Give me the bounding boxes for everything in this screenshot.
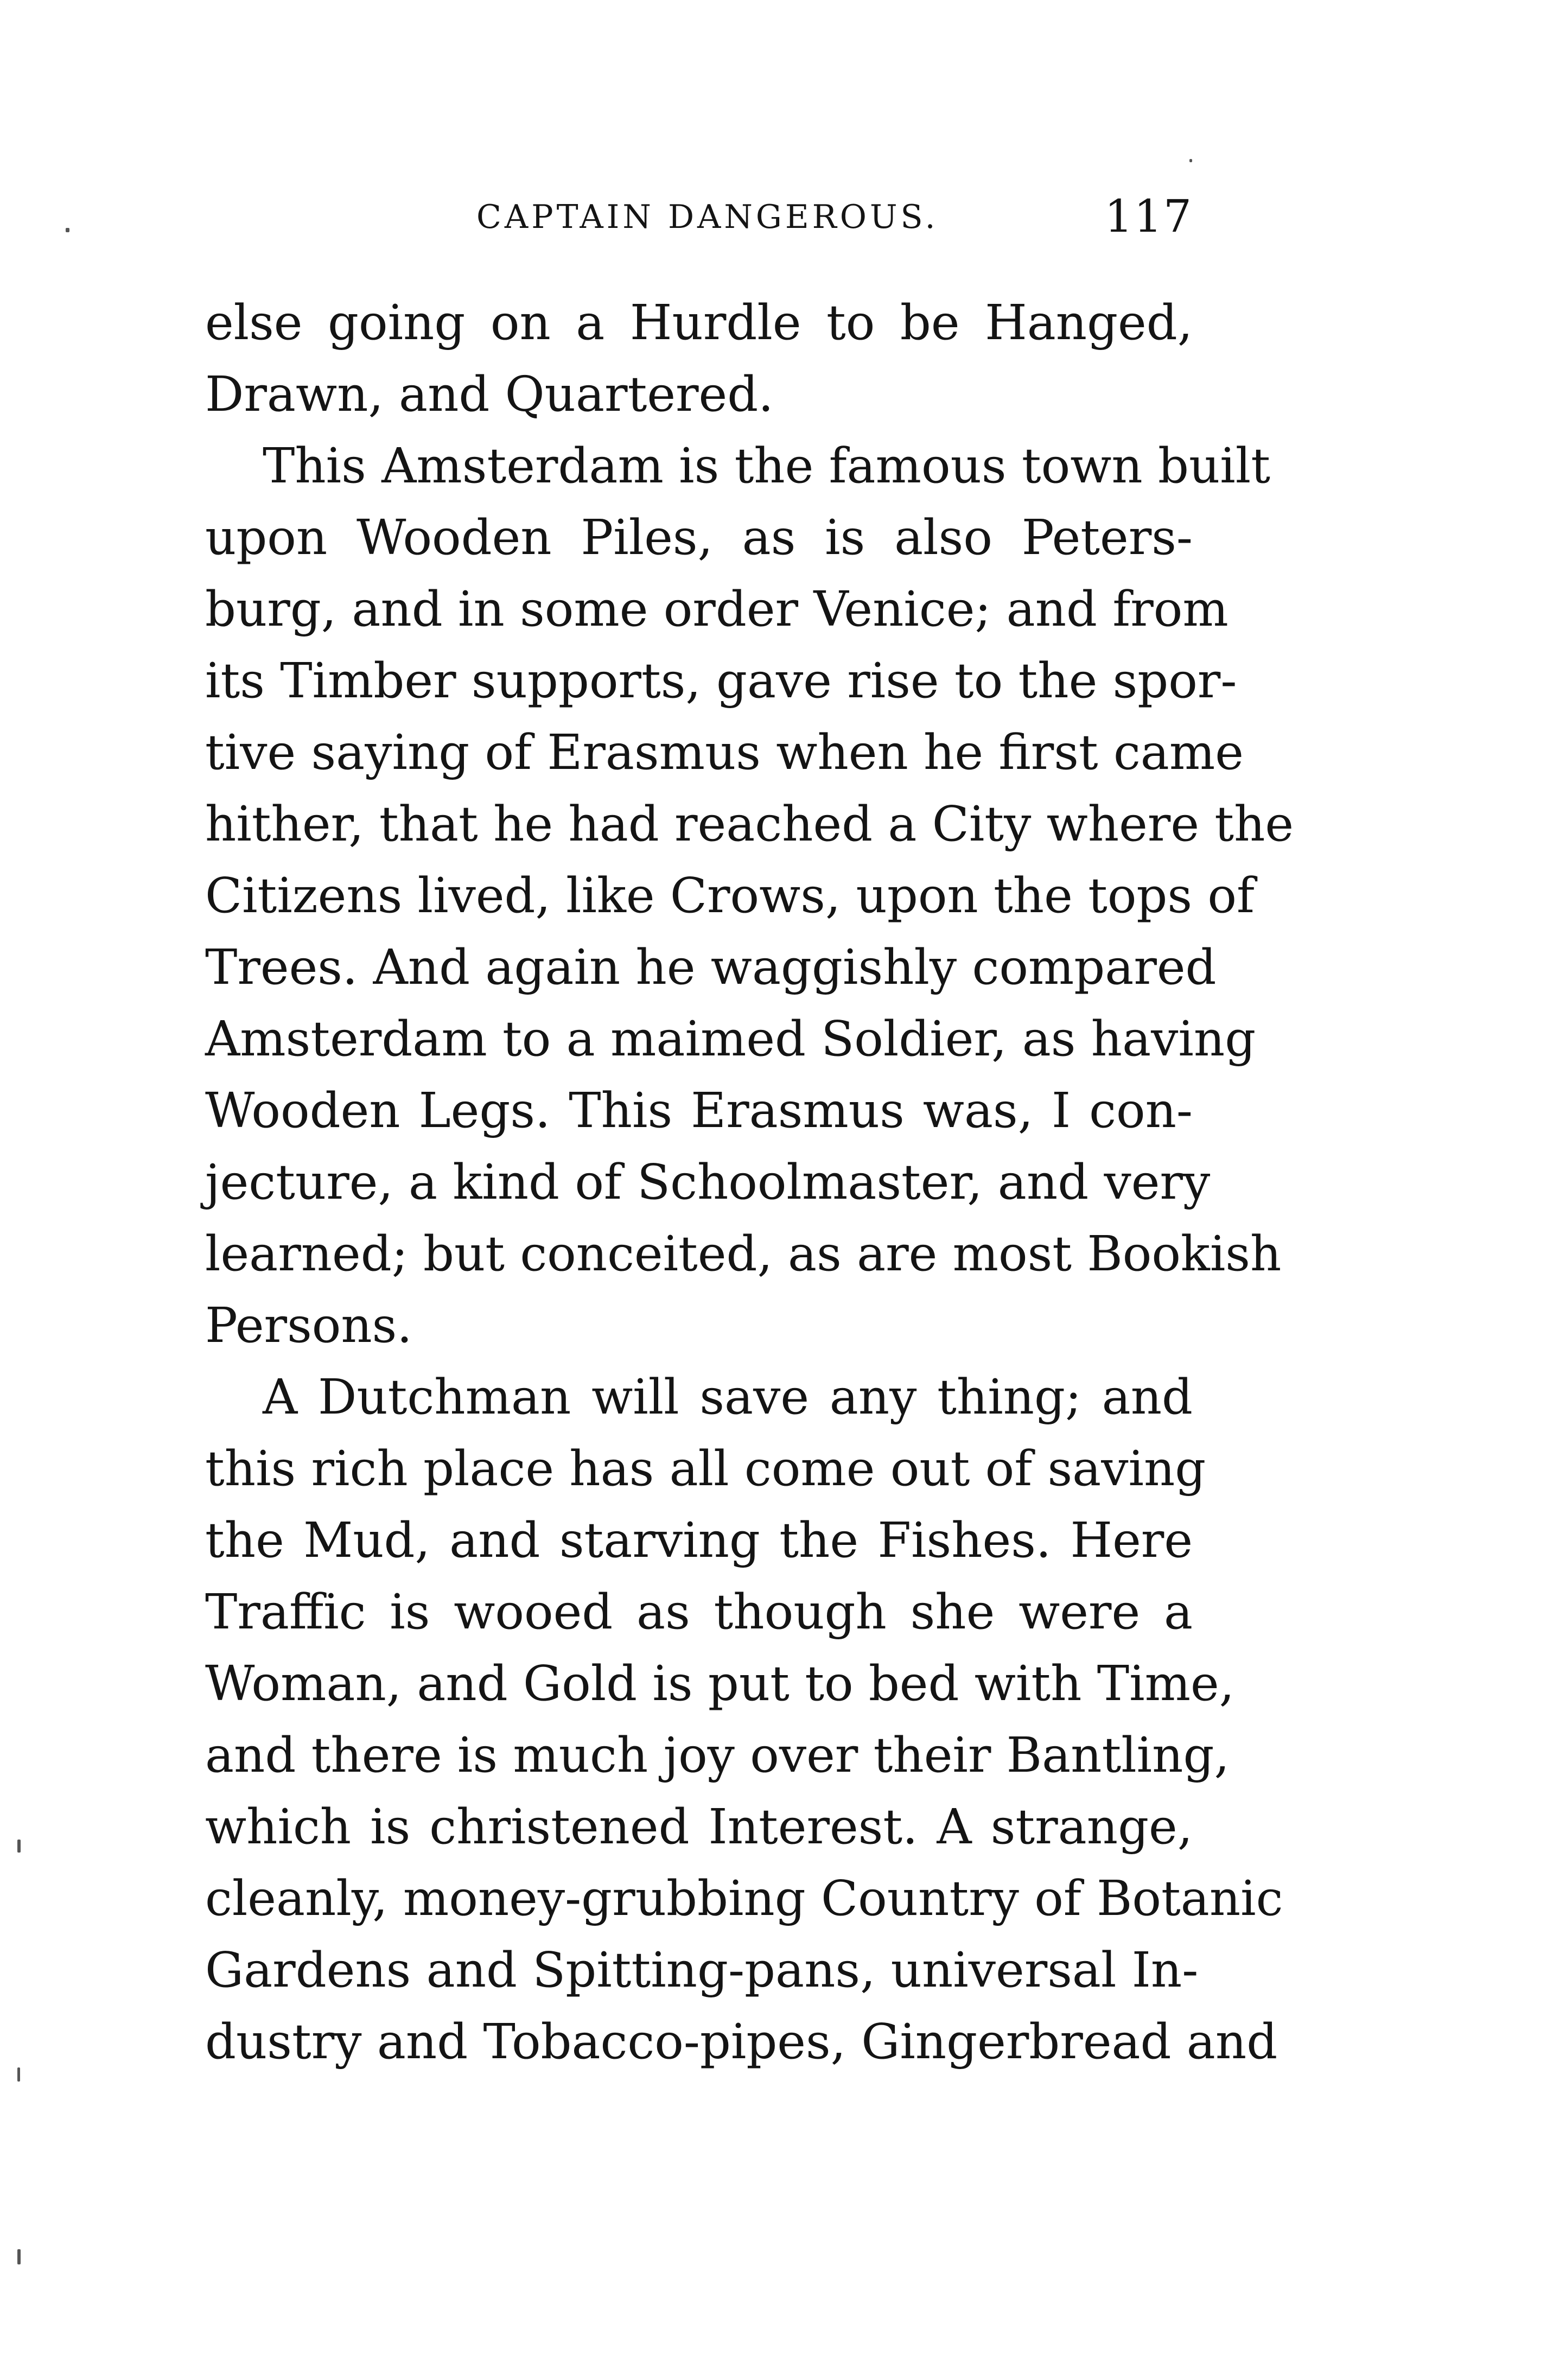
text-line: Woman, and Gold is put to bed with Time, <box>205 1655 1234 1711</box>
text-line: Persons. <box>205 1297 412 1353</box>
text-line: Traffic is wooed as though she were a <box>205 1583 1193 1640</box>
text-line: Drawn, and Quartered. <box>205 366 774 422</box>
text-line: Amsterdam to a maimed Soldier, as having <box>205 1010 1256 1067</box>
scan-speck <box>17 2067 20 2082</box>
text-line: tive saying of Erasmus when he first came <box>205 724 1244 780</box>
scan-speck <box>1189 159 1192 162</box>
text-line: Gardens and Spitting-pans, universal In- <box>205 1942 1199 1998</box>
text-line: else going on a Hurdle to be Hanged, <box>205 294 1193 351</box>
text-line: Citizens lived, like Crows, upon the tops of <box>205 867 1255 924</box>
scan-speck <box>66 228 69 232</box>
body-text <box>205 287 1294 2077</box>
text-line: hither, that he had reached a City where the <box>205 796 1294 852</box>
text-line: dustry and Tobacco-pipes, Gingerbread and <box>205 2013 1278 2070</box>
text-line: which is christened Interest. A strange, <box>205 1798 1193 1855</box>
text-line: this rich place has all come out of saving <box>205 1440 1206 1497</box>
text-line: its Timber supports, gave rise to the spor- <box>205 652 1237 709</box>
text-line: A Dutchman will save any thing; and <box>263 1369 1193 1425</box>
text-line: upon Wooden Piles, as is also Peters- <box>205 509 1193 565</box>
text-line: This Amsterdam is the famous town built <box>263 437 1271 494</box>
text-line: learned; but conceited, as are most Bookish <box>205 1225 1282 1282</box>
text-line: burg, and in some order Venice; and from <box>205 581 1229 637</box>
text-line: and there is much joy over their Bantling, <box>205 1727 1230 1783</box>
text-line: jecture, a kind of Schoolmaster, and very <box>205 1154 1211 1210</box>
running-title: CAPTAIN DANGEROUS. <box>476 198 939 236</box>
text-line: the Mud, and starving the Fishes. Here <box>205 1512 1193 1568</box>
page-number: 117 <box>1104 191 1193 243</box>
scan-speck <box>17 1840 21 1853</box>
text-line: Trees. And again he waggishly compared <box>205 939 1217 995</box>
text-line: Wooden Legs. This Erasmus was, I con- <box>205 1082 1193 1138</box>
text-line: cleanly, money-grubbing Country of Botanic <box>205 1870 1283 1926</box>
scan-speck <box>17 2249 21 2264</box>
running-header <box>205 190 1193 244</box>
